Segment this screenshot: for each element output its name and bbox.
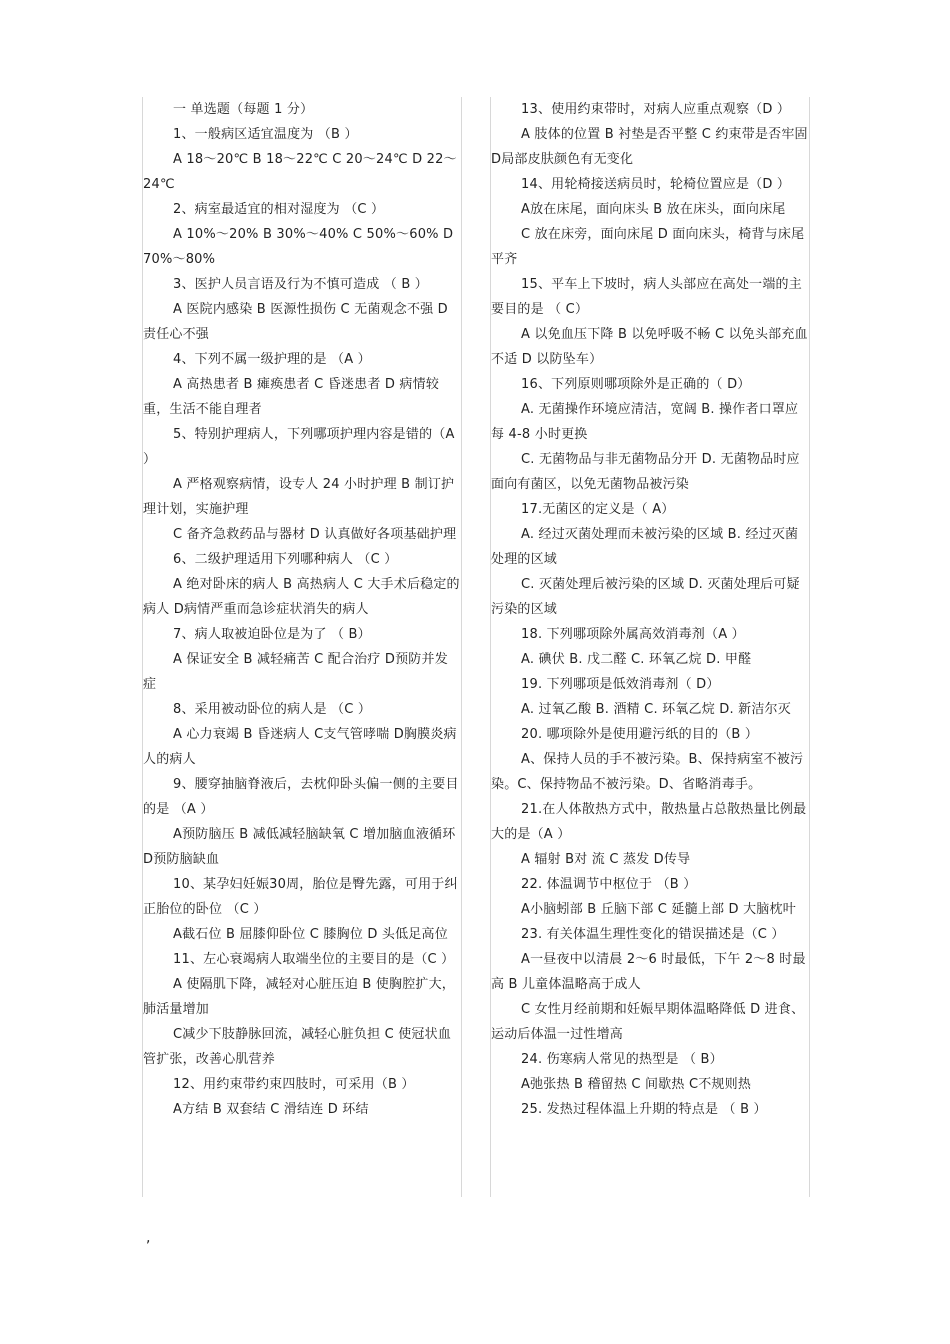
left-line: 9、腰穿抽脑脊液后，去枕仰卧头偏一侧的主要目的是 （A ） xyxy=(143,777,459,817)
right-line: 23. 有关体温生理性变化的错误描述是（C ） xyxy=(521,927,785,942)
right-line: A 肢体的位置 B 衬垫是否平整 C 约束带是否牢固 D局部皮肤颜色有无变化 xyxy=(491,127,808,167)
right-line: C. 灭菌处理后被污染的区域 D. 灭菌处理后可疑污染的区域 xyxy=(491,577,800,617)
right-line: 18. 下列哪项除外属高效消毒剂（A ） xyxy=(521,627,745,642)
left-line: 1、一般病区适宜温度为 （B ） xyxy=(173,127,358,142)
right-line: C. 无菌物品与非无菌物品分开 D. 无菌物品时应面向有菌区，以免无菌物品被污染 xyxy=(491,452,800,492)
right-line: 24. 伤寒病人常见的热型是 （ B） xyxy=(521,1052,723,1067)
left-line: A 高热患者 B 瘫痪患者 C 昏迷患者 D 病情较重，生活不能自理者 xyxy=(143,377,440,417)
left-line: A 绝对卧床的病人 B 高热病人 C 大手术后稳定的病人 D病情严重而急诊症状消失的病人 xyxy=(143,577,460,617)
right-line: A. 无菌操作环境应清洁，宽阔 B. 操作者口罩应每 4-8 小时更换 xyxy=(491,402,799,442)
left-line: 10、某孕妇妊娠30周，胎位是臀先露，可用于纠正胎位的卧位 （C ） xyxy=(143,877,458,917)
right-line: A放在床尾，面向床头 B 放在床头，面向床尾 xyxy=(521,202,786,217)
right-line: 22. 体温调节中枢位于 （B ） xyxy=(521,877,697,892)
left-line: 11、左心衰竭病人取端坐位的主要目的是（C ） xyxy=(173,952,455,967)
left-line: 2、病室最适宜的相对湿度为 （C ） xyxy=(173,202,385,217)
right-line: C 女性月经前期和妊娠早期体温略降低 D 进食、运动后体温一过性增高 xyxy=(491,1002,805,1042)
right-line: A小脑蚓部 B 丘脑下部 C 延髓上部 D 大脑枕叶 xyxy=(521,902,796,917)
left-question-column xyxy=(142,97,462,1197)
left-line: 8、采用被动卧位的病人是 （C ） xyxy=(173,702,372,717)
right-question-column xyxy=(490,97,810,1197)
left-line: 4、下列不属一级护理的是 （A ） xyxy=(173,352,371,367)
left-line: C 备齐急救药品与器材 D 认真做好各项基础护理 xyxy=(173,527,457,542)
right-line: A一昼夜中以清晨 2～6 时最低，下午 2～8 时最高 B 儿童体温略高于成人 xyxy=(491,952,806,992)
right-line: A. 过氧乙酸 B. 酒精 C. 环氧乙烷 D. 新洁尔灭 xyxy=(521,702,791,717)
left-line: 5、特别护理病人，下列哪项护理内容是错的（A ） xyxy=(143,427,455,467)
left-line: A 严格观察病情，设专人 24 小时护理 B 制订护理计划，实施护理 xyxy=(143,477,455,517)
right-line: 16、下列原则哪项除外是正确的（ D） xyxy=(521,377,751,392)
right-line: 14、用轮椅接送病员时，轮椅位置应是（D ） xyxy=(521,177,791,192)
right-line: A 以免血压下降 B 以免呼吸不畅 C 以免头部充血不适 D 以防坠车） xyxy=(491,327,808,367)
left-line: 6、二级护理适用下列哪种病人 （C ） xyxy=(173,552,398,567)
left-line: A 18～20℃ B 18～22℃ C 20～24℃ D 22～24℃ xyxy=(143,152,457,192)
right-line: C 放在床旁，面向床尾 D 面向床头，椅背与床尾平齐 xyxy=(491,227,805,267)
right-line: A 辐射 B对 流 C 蒸发 D传导 xyxy=(521,852,691,867)
left-line: A预防脑压 B 减低减轻脑缺氧 C 增加脑血液循环 D预防脑缺血 xyxy=(143,827,456,867)
right-line: A弛张热 B 稽留热 C 间歇热 C不规则热 xyxy=(521,1077,752,1092)
right-line: 13、使用约束带时，对病人应重点观察（D ） xyxy=(521,102,791,117)
right-line: 19. 下列哪项是低效消毒剂（ D） xyxy=(521,677,720,692)
right-line: A、保持人员的手不被污染。B、保持病室不被污染。C、保持物品不被污染。D、省略消毒手。 xyxy=(491,752,804,792)
right-line: 15、平车上下坡时，病人头部应在高处一端的主要目的是 （ C） xyxy=(491,277,802,317)
left-line: A 保证安全 B 减轻痛苦 C 配合治疗 D预防并发症 xyxy=(143,652,448,692)
left-line: 一 单选题（每题 1 分） xyxy=(173,102,314,117)
left-line: A 医院内感染 B 医源性损伤 C 无菌观念不强 D 责任心不强 xyxy=(143,302,448,342)
left-line: 3、医护人员言语及行为不慎可造成 （ B ） xyxy=(173,277,428,292)
footer-mark: , xyxy=(146,1230,151,1246)
left-line: A方结 B 双套结 C 滑结连 D 环结 xyxy=(173,1102,369,1117)
left-line: C减少下肢静脉回流，减轻心脏负担 C 使冠状血管扩张，改善心肌营养 xyxy=(143,1027,452,1067)
right-line: A. 碘伏 B. 戊二醛 C. 环氧乙烷 D. 甲醛 xyxy=(521,652,752,667)
left-line: A 使隔肌下降，减轻对心脏压迫 B 使胸腔扩大，肺活量增加 xyxy=(143,977,456,1017)
left-line: A 10%～20% B 30%～40% C 50%～60% D 70%～80% xyxy=(143,227,454,267)
right-line: 25. 发热过程体温上升期的特点是 （ B ） xyxy=(521,1102,767,1117)
left-line: 12、用约束带约束四肢时，可采用（B ） xyxy=(173,1077,415,1092)
right-line: 17.无菌区的定义是（ A） xyxy=(521,502,675,517)
right-line: A. 经过灭菌处理而未被污染的区域 B. 经过灭菌处理的区域 xyxy=(491,527,799,567)
right-line: 21.在人体散热方式中，散热量占总散热量比例最大的是（A ） xyxy=(491,802,807,842)
left-line: A 心力衰竭 B 昏迷病人 C支气管哮喘 D胸膜炎病人的病人 xyxy=(143,727,457,767)
left-line: 7、病人取被迫卧位是为了 （ B） xyxy=(173,627,371,642)
right-line: 20. 哪项除外是使用避污纸的目的（B ） xyxy=(521,727,759,742)
left-line: A截石位 B 屈膝仰卧位 C 膝胸位 D 头低足高位 xyxy=(173,927,448,942)
